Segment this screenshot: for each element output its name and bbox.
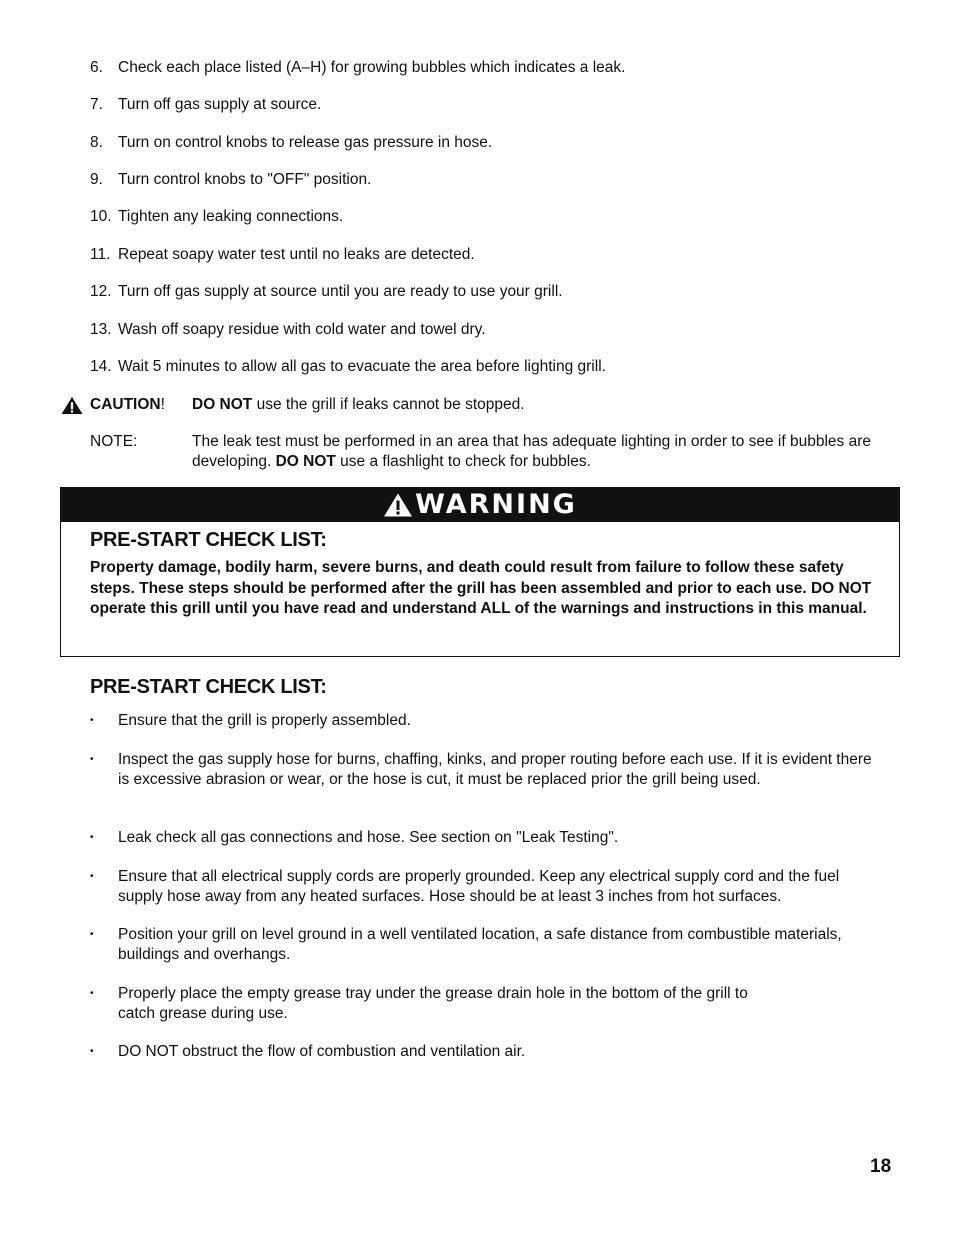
step-text: Turn off gas supply at source. xyxy=(118,96,322,113)
note-emphasis: DO NOT xyxy=(275,453,336,470)
step-number: 9. xyxy=(90,171,103,188)
warning-banner-text: WARNING xyxy=(415,489,577,520)
list-item-text: Leak check all gas connections and hose. See section on "Leak Testing". xyxy=(118,829,619,846)
warning-triangle-icon xyxy=(60,396,84,415)
bullet-icon: • xyxy=(90,1046,94,1057)
step-item xyxy=(90,133,492,153)
step-number: 12. xyxy=(90,283,112,300)
list-item-text: Inspect the gas supply hose for burns, chaffing, kinks, and proper routing before each use. If it is evident there is excessive abrasion or wear, or the hose is cut, it must be replaced prior the grill being used. xyxy=(118,751,872,788)
step-text: Turn control knobs to "OFF" position. xyxy=(118,171,372,188)
bullet-icon: • xyxy=(90,754,94,765)
caution-label: CAUTION! xyxy=(90,396,165,413)
bullet-icon: • xyxy=(90,871,94,882)
warning-title: PRE-START CHECK LIST: xyxy=(90,529,327,551)
note-text: The leak test must be performed in an area that has adequate lighting in order to see if bubbles are developing. DO NOT use a flashlight to check for bubbles. xyxy=(192,433,871,470)
step-item xyxy=(90,282,563,302)
step-text: Check each place listed (A–H) for growing bubbles which indicates a leak. xyxy=(118,59,626,76)
step-number: 13. xyxy=(90,321,112,338)
bullet-icon: • xyxy=(90,715,94,726)
step-item xyxy=(90,170,371,190)
step-text: Turn off gas supply at source until you are ready to use your grill. xyxy=(118,283,563,300)
warning-box xyxy=(60,487,900,657)
list-item-text: Position your grill on level ground in a well ventilated location, a safe distance from combustible materials, buildings and overhangs. xyxy=(118,926,842,963)
step-number: 7. xyxy=(90,96,103,113)
step-text: Repeat soapy water test until no leaks are detected. xyxy=(118,246,475,263)
step-item xyxy=(90,357,606,377)
warning-banner xyxy=(61,488,899,522)
bullet-icon: • xyxy=(90,929,94,940)
step-number: 6. xyxy=(90,59,103,76)
step-item xyxy=(90,95,321,115)
step-text: Tighten any leaking connections. xyxy=(118,208,344,225)
step-text: Wash off soapy residue with cold water and towel dry. xyxy=(118,321,486,338)
list-item-text: Properly place the empty grease tray under the grease drain hole in the bottom of the grill to catch grease during use. xyxy=(118,985,748,1022)
list-item-text: Ensure that all electrical supply cords are properly grounded. Keep any electrical supply cord and the fuel supply hose away from any heated surfaces. Hose should be at least 3 inches from hot surfaces. xyxy=(118,868,840,905)
list-item-text: Ensure that the grill is properly assembled. xyxy=(118,712,411,729)
caution-text: DO NOT use the grill if leaks cannot be stopped. xyxy=(192,396,525,413)
warning-body: Property damage, bodily harm, severe burns, and death could result from failure to follow these safety steps. These steps should be performed after the grill has been assembled and prior to each use. DO NOT operate this grill until you have read and understand ALL of the warnings and instructions in this manual. xyxy=(90,559,872,617)
warning-triangle-icon xyxy=(383,492,413,518)
page-number: 18 xyxy=(870,1156,892,1177)
step-number: 8. xyxy=(90,134,103,151)
bullet-icon: • xyxy=(90,832,94,843)
step-item xyxy=(90,58,625,78)
step-text: Wait 5 minutes to allow all gas to evacuate the area before lighting grill. xyxy=(118,358,606,375)
note-label: NOTE: xyxy=(90,433,138,450)
step-item xyxy=(90,320,486,340)
step-number: 11. xyxy=(90,246,111,263)
list-item-text: DO NOT obstruct the flow of combustion and ventilation air. xyxy=(118,1043,526,1060)
step-text: Turn on control knobs to release gas pressure in hose. xyxy=(118,134,493,151)
caution-emphasis: DO NOT xyxy=(192,396,253,413)
step-number: 14. xyxy=(90,358,112,375)
step-item xyxy=(90,245,475,265)
step-number: 10. xyxy=(90,208,112,225)
step-item xyxy=(90,207,343,227)
checklist-title: PRE-START CHECK LIST: xyxy=(90,676,327,698)
bullet-icon: • xyxy=(90,988,94,999)
